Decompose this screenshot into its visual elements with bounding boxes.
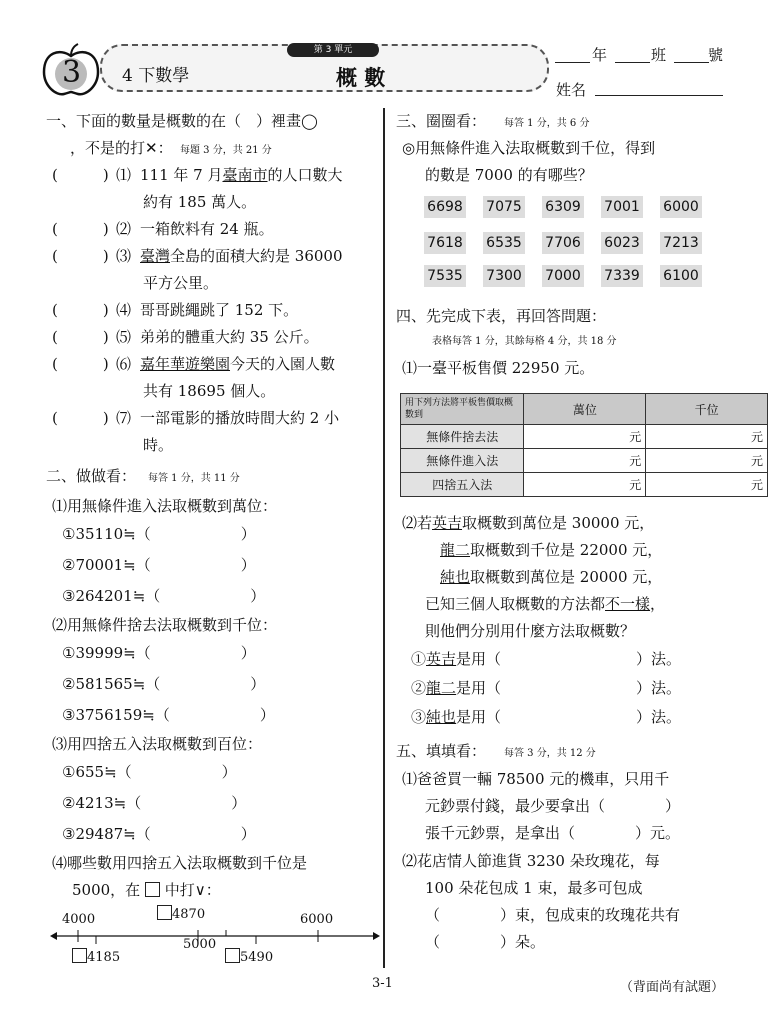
s4-q2-line: 已知三個人取概數的方法都不一樣， [425, 595, 666, 613]
s1-score: 每題 3 分，共 21 分 [180, 145, 272, 156]
seat-label: 號 [708, 46, 724, 64]
checkbox-icon[interactable] [72, 948, 87, 963]
s2-q2-item[interactable]: ③3756159≒（ ） [62, 706, 275, 724]
table-row [401, 425, 768, 449]
column-divider [383, 108, 385, 968]
number-cell[interactable]: 6000 [660, 196, 702, 218]
s1-item-num: ⑷ [116, 301, 132, 319]
s2-q3-item[interactable]: ②4213≒（ ） [62, 794, 247, 812]
s1-paren[interactable]: ( ) [52, 220, 109, 238]
s1-item-cont: 時。 [143, 436, 174, 454]
s5-title: 五、填填看： [396, 742, 487, 760]
number-cell[interactable]: 7339 [601, 265, 643, 287]
s2-q4: ⑷哪些數用四捨五入法取概數到千位是 [52, 854, 308, 872]
s4-score: 表格每答 1 分，其餘每格 4 分，共 18 分 [432, 336, 617, 347]
table-col-header: 千位 [646, 394, 768, 425]
s4-answer[interactable]: ①英吉是用（ ）法。 [411, 650, 682, 668]
number-cell[interactable]: 6535 [483, 232, 525, 254]
table-corner: 用下列方法將平板售價取概數到 [401, 394, 524, 425]
year-blank[interactable] [555, 62, 590, 63]
s4-answer[interactable]: ③純也是用（ ）法。 [411, 708, 682, 726]
table-col-header: 萬位 [524, 394, 646, 425]
number-cell[interactable]: 7001 [601, 196, 643, 218]
checkbox-icon[interactable] [225, 948, 240, 963]
footer-note: （背面尚有試題） [620, 980, 725, 995]
s2-q1-item[interactable]: ①35110≒（ ） [62, 525, 256, 543]
number-cell[interactable]: 6309 [542, 196, 584, 218]
numline-item[interactable]: 4185 [72, 948, 120, 965]
s2-q3: ⑶用四捨五入法取概數到百位： [52, 735, 263, 753]
s2-title: 二、做做看： [46, 467, 137, 485]
unit-tag: 第 3 單元 [287, 43, 379, 57]
s1-item-text: 哥哥跳繩跳了 152 下。 [140, 301, 299, 319]
s1-title2: ，不是的打✕： [70, 139, 173, 157]
course-label: 4 下數學 [122, 66, 190, 86]
s2-q1: ⑴用無條件進入法取概數到萬位： [52, 497, 278, 515]
number-cell[interactable]: 7000 [542, 265, 584, 287]
s5-line: 100 朵花包成 1 束，最多可包成 [425, 879, 643, 897]
number-cell[interactable]: 6698 [424, 196, 466, 218]
s4-title: 四、先完成下表，再回答問題： [396, 307, 607, 325]
name-blank[interactable] [595, 95, 723, 96]
s5-line[interactable]: 元鈔票付錢，最少要拿出（ ） [425, 797, 681, 815]
s2-q2: ⑵用無條件捨去法取概數到千位： [52, 616, 278, 634]
s2-q2-item[interactable]: ②581565≒（ ） [62, 675, 266, 693]
s5-line[interactable]: 張千元鈔票，是拿出（ ）元。 [425, 824, 681, 842]
s1-item-text: 嘉年華遊樂園今天的入園人數 [140, 355, 336, 373]
page-number: 3-1 [372, 976, 393, 991]
s1-paren[interactable]: ( ) [52, 328, 109, 346]
s5-score: 每答 3 分，共 12 分 [504, 748, 596, 759]
table-cell-input[interactable]: 元 [646, 449, 768, 473]
unit-number: 3 [62, 55, 82, 90]
s3-question: ◎用無條件進入法取概數到千位，得到 [402, 139, 656, 157]
numline-item[interactable]: 4870 [157, 905, 205, 922]
s1-item-num: ⑹ [116, 355, 132, 373]
s1-item-text: 弟弟的體重大約 35 公斤。 [140, 328, 319, 346]
s2-score: 每答 1 分，共 11 分 [148, 473, 240, 484]
s1-item-text: 一部電影的播放時間大約 2 小 [140, 409, 340, 427]
rounding-table [400, 393, 768, 497]
s3-question-cont: 的數是 7000 的有哪些？ [425, 166, 593, 184]
s1-item-text: 一箱飲料有 24 瓶。 [140, 220, 274, 238]
checkbox-icon[interactable] [157, 905, 172, 920]
year-label: 年 [592, 46, 608, 64]
s1-paren[interactable]: ( ) [52, 247, 109, 265]
s1-item-text: 111 年 7 月臺南市的人口數大 [140, 166, 343, 184]
number-cell[interactable]: 7618 [424, 232, 466, 254]
number-cell[interactable]: 7075 [483, 196, 525, 218]
class-label: 班 [651, 46, 667, 64]
table-cell-input[interactable]: 元 [524, 473, 646, 497]
numline-label-start: 4000 [62, 912, 96, 927]
checkbox-icon [145, 882, 160, 897]
table-row-header: 無條件捨去法 [401, 425, 524, 449]
table-cell-input[interactable]: 元 [646, 425, 768, 449]
s1-item-num: ⑺ [116, 409, 132, 427]
s2-q1-item[interactable]: ③264201≒（ ） [62, 587, 266, 605]
table-cell-input[interactable]: 元 [646, 473, 768, 497]
number-cell[interactable]: 7300 [483, 265, 525, 287]
numline-label-mid: 5000 [183, 937, 217, 952]
s4-answer[interactable]: ②龍二是用（ ）法。 [411, 679, 682, 697]
s1-paren[interactable]: ( ) [52, 355, 109, 373]
table-cell-input[interactable]: 元 [524, 425, 646, 449]
s4-q1: ⑴一臺平板售價 22950 元。 [402, 359, 595, 377]
class-blank[interactable] [615, 62, 650, 63]
s5-line: ⑵花店情人節進貨 3230 朵玫瑰花，每 [402, 852, 660, 870]
numline-item[interactable]: 5490 [225, 948, 273, 965]
s2-q1-item[interactable]: ②70001≒（ ） [62, 556, 256, 574]
s2-q3-item[interactable]: ③29487≒（ ） [62, 825, 256, 843]
s2-q3-item[interactable]: ①655≒（ ） [62, 763, 237, 781]
s1-title: 一、下面的數量是概數的在（ ）裡畫◯ [46, 112, 318, 130]
s2-q4-line2: 5000，在 中打∨： [72, 881, 221, 899]
s1-item-text: 臺灣全島的面積大約是 36000 [140, 247, 343, 265]
s4-q2-line: ⑵若英吉取概數到萬位是 30000 元， [402, 514, 655, 532]
s5-line[interactable]: （ ）束，包成束的玫瑰花共有 [425, 906, 681, 924]
number-cell[interactable]: 6023 [601, 232, 643, 254]
s4-q2-line: 則他們分別用什麼方法取概數？ [425, 622, 636, 640]
s1-paren[interactable]: ( ) [52, 409, 109, 427]
number-cell[interactable]: 7213 [660, 232, 702, 254]
number-cell[interactable]: 7535 [424, 265, 466, 287]
s1-item-num: ⑶ [116, 247, 132, 265]
s1-item-num: ⑸ [116, 328, 132, 346]
s1-item-cont: 平方公里。 [143, 274, 219, 292]
page-title: 概 數 [336, 65, 386, 90]
number-cell[interactable]: 6100 [660, 265, 702, 287]
s3-score: 每答 1 分，共 6 分 [504, 118, 590, 129]
s1-paren[interactable]: ( ) [52, 166, 109, 184]
s5-line[interactable]: （ ）朵。 [425, 933, 546, 951]
table-row [401, 473, 768, 497]
s1-paren[interactable]: ( ) [52, 301, 109, 319]
table-row-header: 四捨五入法 [401, 473, 524, 497]
s1-item-cont: 共有 18695 個人。 [143, 382, 276, 400]
s3-title: 三、圈圈看： [396, 112, 487, 130]
table-cell-input[interactable]: 元 [524, 449, 646, 473]
s2-q2-item[interactable]: ①39999≒（ ） [62, 644, 256, 662]
s1-item-cont: 約有 185 萬人。 [143, 193, 257, 211]
seat-blank[interactable] [674, 62, 709, 63]
number-cell[interactable]: 7706 [542, 232, 584, 254]
s4-q2-line: 純也取概數到萬位是 20000 元， [440, 568, 663, 586]
table-row [401, 449, 768, 473]
s1-item-num: ⑴ [116, 166, 132, 184]
s5-line: ⑴爸爸買一輛 78500 元的機車，只用千 [402, 770, 670, 788]
name-label: 姓名 [556, 81, 587, 99]
s4-q2-line: 龍二取概數到千位是 22000 元， [440, 541, 663, 559]
s1-item-num: ⑵ [116, 220, 132, 238]
table-row-header: 無條件進入法 [401, 449, 524, 473]
numline-label-end: 6000 [300, 912, 334, 927]
